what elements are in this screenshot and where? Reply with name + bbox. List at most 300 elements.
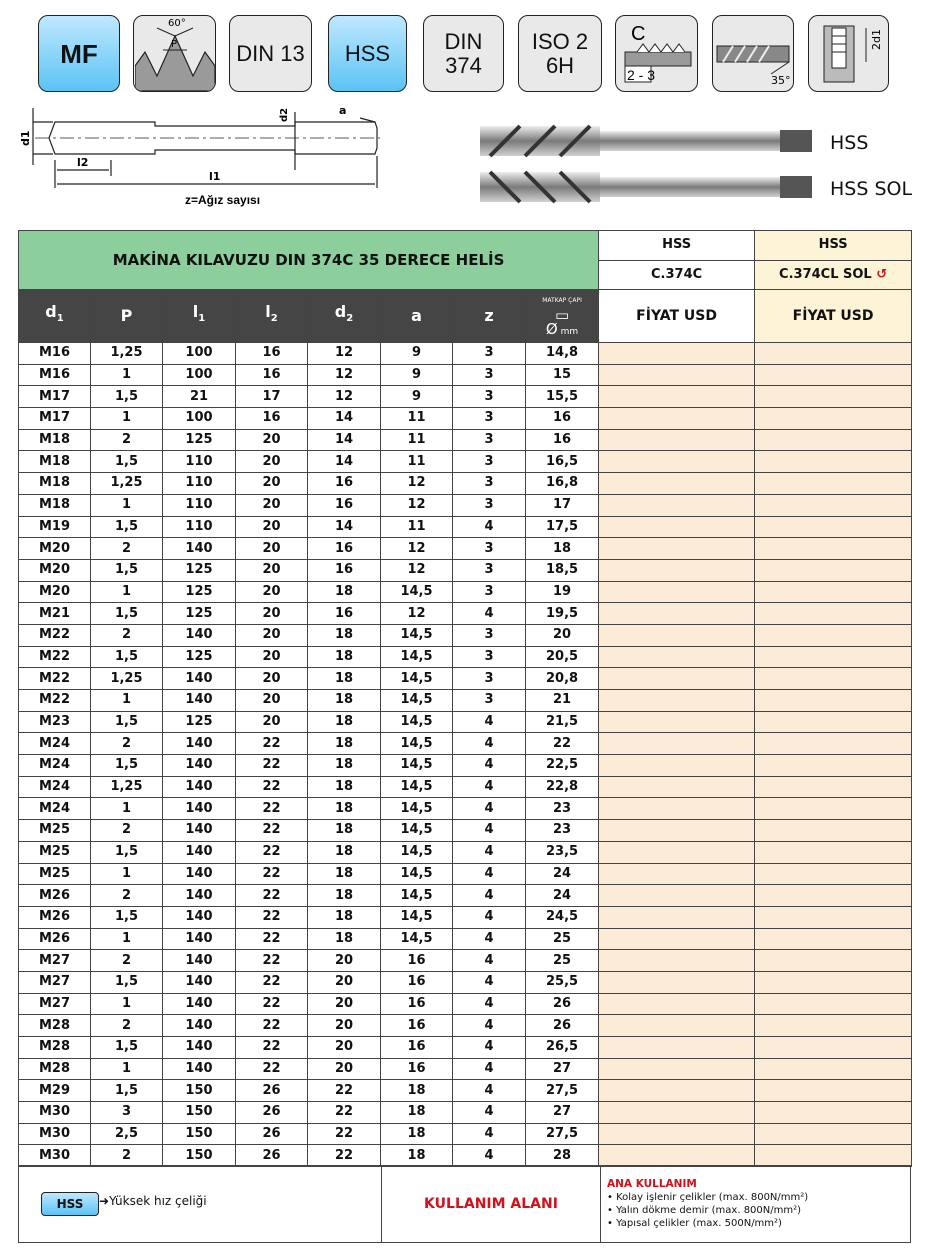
- price-cell[interactable]: [599, 516, 755, 538]
- table-cell: M24: [19, 798, 91, 820]
- table-cell: M30: [19, 1123, 91, 1145]
- table-cell: 1: [91, 1058, 163, 1080]
- table-cell: 15: [526, 364, 599, 386]
- table-cell: 1: [91, 494, 163, 516]
- table-cell: 14: [308, 429, 381, 451]
- table-row: [19, 798, 912, 820]
- price-cell[interactable]: [755, 386, 912, 408]
- table-cell: M18: [19, 473, 91, 495]
- hss-sol-tool-label: HSS SOL: [830, 178, 913, 200]
- table-cell: M27: [19, 971, 91, 993]
- table-cell: 16: [526, 408, 599, 430]
- table-row: [19, 343, 912, 365]
- table-cell: 14,5: [381, 733, 453, 755]
- price-cell[interactable]: [755, 624, 912, 646]
- table-cell: 26: [236, 1102, 308, 1124]
- table-cell: 2: [91, 820, 163, 842]
- table-cell: M21: [19, 603, 91, 625]
- chamfer-range: 2 - 3: [626, 67, 655, 83]
- price-cell[interactable]: [599, 863, 755, 885]
- col-d1: $d_1$: [19, 290, 91, 343]
- table-cell: 20: [236, 581, 308, 603]
- table-cell: 140: [163, 971, 236, 993]
- table-cell: 2: [91, 624, 163, 646]
- price-cell[interactable]: [599, 451, 755, 473]
- table-cell: 1: [91, 798, 163, 820]
- table-row: [19, 386, 912, 408]
- price-cell[interactable]: [599, 1102, 755, 1124]
- table-cell: 3: [453, 538, 526, 560]
- table-cell: 150: [163, 1123, 236, 1145]
- hss-badge-label: HSS: [344, 40, 391, 66]
- table-cell: M24: [19, 776, 91, 798]
- price-cell[interactable]: [599, 841, 755, 863]
- price-cell[interactable]: [755, 690, 912, 712]
- table-cell: 14: [308, 451, 381, 473]
- table-cell: 22: [308, 1123, 381, 1145]
- table-cell: 25: [526, 950, 599, 972]
- price-cell[interactable]: [755, 841, 912, 863]
- table-row: [19, 538, 912, 560]
- price-cell[interactable]: [755, 993, 912, 1015]
- table-cell: 140: [163, 1058, 236, 1080]
- table-cell: M30: [19, 1145, 91, 1167]
- table-cell: 3: [453, 581, 526, 603]
- price-cell[interactable]: [755, 733, 912, 755]
- table-cell: 22: [236, 928, 308, 950]
- table-cell: 22: [236, 755, 308, 777]
- usage-area-label: KULLANIM ALANI: [382, 1166, 601, 1242]
- table-row: [19, 690, 912, 712]
- table-cell: 18: [308, 646, 381, 668]
- table-cell: 17: [526, 494, 599, 516]
- price-cell[interactable]: [755, 863, 912, 885]
- price-cell[interactable]: [599, 1080, 755, 1102]
- table-cell: 4: [453, 1102, 526, 1124]
- price-cell[interactable]: [755, 755, 912, 777]
- table-cell: 16: [236, 343, 308, 365]
- table-row: [19, 668, 912, 690]
- table-row: [19, 993, 912, 1015]
- col-drill: [526, 290, 599, 343]
- table-cell: 140: [163, 841, 236, 863]
- table-cell: 24,5: [526, 906, 599, 928]
- table-cell: M22: [19, 668, 91, 690]
- price-cell[interactable]: [755, 1037, 912, 1059]
- price-cell[interactable]: [755, 1102, 912, 1124]
- chamfer-letter: C: [630, 23, 645, 45]
- table-cell: 14,5: [381, 798, 453, 820]
- price-cell[interactable]: [755, 820, 912, 842]
- table-cell: 150: [163, 1145, 236, 1167]
- table-cell: 1,5: [91, 451, 163, 473]
- table-cell: 18: [308, 581, 381, 603]
- hss-legend-pill: HSS: [41, 1192, 99, 1216]
- table-cell: 125: [163, 711, 236, 733]
- table-cell: 20: [236, 451, 308, 473]
- table-cell: 140: [163, 928, 236, 950]
- table-cell: 12: [381, 473, 453, 495]
- price-cell[interactable]: [599, 603, 755, 625]
- table-cell: 22: [236, 798, 308, 820]
- price-cell[interactable]: [755, 646, 912, 668]
- table-cell: 26,5: [526, 1037, 599, 1059]
- price-cell[interactable]: [599, 624, 755, 646]
- table-cell: 4: [453, 906, 526, 928]
- table-cell: 1,25: [91, 668, 163, 690]
- price-cell[interactable]: [755, 798, 912, 820]
- table-cell: 3: [453, 451, 526, 473]
- group-hss-sol: HSS: [755, 231, 912, 261]
- table-cell: 1,25: [91, 776, 163, 798]
- table-cell: 26: [526, 993, 599, 1015]
- code-374cl-sol: [755, 260, 912, 290]
- use-item: • Yalın dökme demir (max. 800N/mm²): [607, 1205, 802, 1216]
- price-cell[interactable]: [599, 885, 755, 907]
- thread-profile-badge: [133, 15, 216, 92]
- table-cell: 20: [236, 603, 308, 625]
- price-cell[interactable]: [755, 1080, 912, 1102]
- pitch-text: P: [170, 39, 177, 50]
- table-cell: 140: [163, 863, 236, 885]
- table-row: [19, 473, 912, 495]
- table-cell: 2: [91, 538, 163, 560]
- price-cell[interactable]: [599, 408, 755, 430]
- table-cell: 22: [236, 733, 308, 755]
- price-cell[interactable]: [755, 885, 912, 907]
- table-cell: 3: [453, 473, 526, 495]
- table-cell: 1,5: [91, 646, 163, 668]
- table-cell: 1: [91, 581, 163, 603]
- table-cell: 20: [308, 971, 381, 993]
- table-cell: 3: [453, 364, 526, 386]
- price-cell[interactable]: [755, 516, 912, 538]
- table-cell: 22,8: [526, 776, 599, 798]
- table-cell: 3: [453, 386, 526, 408]
- price-cell[interactable]: [755, 776, 912, 798]
- table-cell: 14,5: [381, 668, 453, 690]
- price-cell[interactable]: [755, 971, 912, 993]
- use-item: • Kolay işlenir çelikler (max. 800N/mm²): [607, 1192, 809, 1203]
- table-cell: 26: [236, 1080, 308, 1102]
- table-cell: 4: [453, 603, 526, 625]
- table-cell: 150: [163, 1102, 236, 1124]
- table-cell: 1,5: [91, 711, 163, 733]
- price-cell[interactable]: [599, 1123, 755, 1145]
- table-cell: 9: [381, 364, 453, 386]
- price-cell[interactable]: [599, 755, 755, 777]
- price-cell[interactable]: [599, 820, 755, 842]
- table-cell: 3: [453, 429, 526, 451]
- price-cell[interactable]: [599, 906, 755, 928]
- mf-badge: [38, 15, 120, 92]
- price-cell[interactable]: [755, 364, 912, 386]
- table-cell: M26: [19, 885, 91, 907]
- table-cell: 14,5: [381, 690, 453, 712]
- table-cell: 16: [381, 1037, 453, 1059]
- table-cell: 100: [163, 343, 236, 365]
- table-cell: 1: [91, 690, 163, 712]
- price-cell[interactable]: [599, 559, 755, 581]
- din374-line2: 374: [445, 52, 482, 78]
- table-cell: 18: [308, 798, 381, 820]
- table-cell: 2: [91, 1145, 163, 1167]
- price-cell[interactable]: [599, 798, 755, 820]
- table-cell: M27: [19, 950, 91, 972]
- price-cell[interactable]: [755, 451, 912, 473]
- table-cell: 4: [453, 1080, 526, 1102]
- left-hand-rotation-icon: ↺: [871, 266, 888, 282]
- table-cell: 12: [381, 603, 453, 625]
- price-cell[interactable]: [599, 343, 755, 365]
- table-cell: 1,5: [91, 516, 163, 538]
- table-cell: M29: [19, 1080, 91, 1102]
- price-cell[interactable]: [599, 668, 755, 690]
- price-cell[interactable]: [599, 429, 755, 451]
- price-cell[interactable]: [599, 646, 755, 668]
- table-cell: 4: [453, 1037, 526, 1059]
- table-cell: 20: [308, 1058, 381, 1080]
- table-cell: 3: [91, 1102, 163, 1124]
- table-cell: 20: [236, 646, 308, 668]
- table-cell: 4: [453, 820, 526, 842]
- table-cell: 1,5: [91, 906, 163, 928]
- table-cell: 18: [308, 624, 381, 646]
- table-cell: 14,5: [381, 928, 453, 950]
- table-cell: 2: [91, 950, 163, 972]
- table-cell: 1: [91, 863, 163, 885]
- price-cell[interactable]: [755, 1145, 912, 1167]
- table-cell: 25: [526, 928, 599, 950]
- table-row: [19, 1080, 912, 1102]
- table-cell: 1,5: [91, 1037, 163, 1059]
- table-cell: 16: [308, 559, 381, 581]
- table-cell: 2: [91, 733, 163, 755]
- table-cell: 16: [308, 494, 381, 516]
- col-l1: $l_1$: [163, 290, 236, 343]
- table-cell: 9: [381, 343, 453, 365]
- table-cell: 3: [453, 646, 526, 668]
- price-cell[interactable]: [755, 906, 912, 928]
- price-cell[interactable]: [755, 581, 912, 603]
- table-cell: M28: [19, 1015, 91, 1037]
- table-cell: M24: [19, 755, 91, 777]
- table-cell: 18: [381, 1145, 453, 1167]
- price-cell[interactable]: [755, 559, 912, 581]
- table-row: [19, 1102, 912, 1124]
- price-cell[interactable]: [599, 386, 755, 408]
- table-cell: 18: [308, 668, 381, 690]
- table-cell: 100: [163, 408, 236, 430]
- table-cell: 12: [381, 538, 453, 560]
- table-cell: M28: [19, 1058, 91, 1080]
- table-cell: 14,5: [381, 841, 453, 863]
- table-row: [19, 863, 912, 885]
- table-row: [19, 1123, 912, 1145]
- table-cell: 9: [381, 386, 453, 408]
- col-z: z: [453, 290, 526, 343]
- table-cell: 14,5: [381, 755, 453, 777]
- table-cell: M18: [19, 429, 91, 451]
- table-cell: M25: [19, 820, 91, 842]
- table-cell: 20: [236, 711, 308, 733]
- price-cell[interactable]: [599, 538, 755, 560]
- table-cell: 12: [381, 559, 453, 581]
- table-cell: 18: [381, 1102, 453, 1124]
- price-cell[interactable]: [599, 1058, 755, 1080]
- table-row: [19, 841, 912, 863]
- price-cell[interactable]: [755, 668, 912, 690]
- price-cell[interactable]: [599, 364, 755, 386]
- price-cell[interactable]: [755, 950, 912, 972]
- table-cell: 140: [163, 885, 236, 907]
- table-cell: 2: [91, 885, 163, 907]
- din13-label: DIN 13: [236, 40, 305, 66]
- table-cell: 22: [308, 1080, 381, 1102]
- price-cell[interactable]: [755, 1123, 912, 1145]
- table-cell: 4: [453, 950, 526, 972]
- table-cell: 140: [163, 624, 236, 646]
- table-cell: 26: [236, 1145, 308, 1167]
- price-cell[interactable]: [599, 928, 755, 950]
- table-cell: 14,5: [381, 863, 453, 885]
- table-row: [19, 451, 912, 473]
- price-cell[interactable]: [755, 494, 912, 516]
- price-cell[interactable]: [599, 473, 755, 495]
- table-cell: 4: [453, 1015, 526, 1037]
- spiral-flute-icon: [713, 16, 793, 91]
- price-cell[interactable]: [599, 1037, 755, 1059]
- iso-badge: [518, 15, 602, 92]
- table-cell: 22: [236, 1015, 308, 1037]
- chamfer-badge: [615, 15, 698, 92]
- price-cell[interactable]: [599, 494, 755, 516]
- table-cell: M25: [19, 863, 91, 885]
- table-cell: 140: [163, 993, 236, 1015]
- chamfer-icon: [617, 16, 697, 91]
- table-cell: 16,8: [526, 473, 599, 495]
- table-cell: 11: [381, 429, 453, 451]
- table-body: [19, 343, 912, 1167]
- price-cell[interactable]: [599, 690, 755, 712]
- table-row: [19, 885, 912, 907]
- table-cell: M26: [19, 906, 91, 928]
- table-cell: 14,5: [381, 820, 453, 842]
- table-cell: 16: [308, 538, 381, 560]
- table-cell: 110: [163, 451, 236, 473]
- table-cell: 140: [163, 755, 236, 777]
- table-cell: 18,5: [526, 559, 599, 581]
- table-cell: 1: [91, 408, 163, 430]
- table-cell: 27: [526, 1058, 599, 1080]
- table-cell: M20: [19, 581, 91, 603]
- price-cell[interactable]: [599, 993, 755, 1015]
- table-row: [19, 906, 912, 928]
- table-cell: 4: [453, 841, 526, 863]
- mf-label: MF: [60, 38, 98, 69]
- price-cell[interactable]: [755, 429, 912, 451]
- table-cell: 4: [453, 733, 526, 755]
- price-cell[interactable]: [599, 950, 755, 972]
- price-cell[interactable]: [599, 733, 755, 755]
- price-cell[interactable]: [599, 776, 755, 798]
- table-cell: 14,5: [381, 646, 453, 668]
- table-cell: 3: [453, 668, 526, 690]
- table-cell: 16: [308, 603, 381, 625]
- table-cell: 18: [308, 690, 381, 712]
- table-cell: 22: [236, 971, 308, 993]
- price-cell[interactable]: [599, 971, 755, 993]
- table-cell: 27: [526, 1102, 599, 1124]
- table-row: [19, 1145, 912, 1167]
- table-cell: 26: [236, 1123, 308, 1145]
- table-row: [19, 928, 912, 950]
- table-row: [19, 559, 912, 581]
- table-cell: 140: [163, 733, 236, 755]
- table-cell: 14,5: [381, 711, 453, 733]
- table-cell: 17: [236, 386, 308, 408]
- price-cell[interactable]: [755, 603, 912, 625]
- table-cell: 140: [163, 776, 236, 798]
- price-cell[interactable]: [755, 343, 912, 365]
- table-cell: M22: [19, 624, 91, 646]
- table-cell: 14,5: [381, 776, 453, 798]
- use-item: • Yapısal çelikler (max. 500N/mm²): [607, 1218, 782, 1229]
- price-cell[interactable]: [755, 473, 912, 495]
- table-cell: 22: [526, 733, 599, 755]
- depth-label: 2d1: [869, 29, 883, 50]
- table-cell: 20,5: [526, 646, 599, 668]
- drill-unit: mm: [560, 326, 579, 337]
- thread-profile-icon: [135, 16, 215, 91]
- price-cell[interactable]: [755, 408, 912, 430]
- table-cell: 1,5: [91, 386, 163, 408]
- table-cell: M25: [19, 841, 91, 863]
- table-cell: 4: [453, 993, 526, 1015]
- din374-badge: [423, 15, 504, 92]
- table-cell: 12: [381, 494, 453, 516]
- table-cell: 22: [236, 906, 308, 928]
- table-cell: 21: [163, 386, 236, 408]
- price-cell[interactable]: [755, 928, 912, 950]
- table-cell: 3: [453, 559, 526, 581]
- table-cell: 19,5: [526, 603, 599, 625]
- price-cell[interactable]: [755, 1015, 912, 1037]
- table-cell: 2: [91, 1015, 163, 1037]
- table-cell: 125: [163, 559, 236, 581]
- table-cell: 3: [453, 690, 526, 712]
- footer: [18, 1165, 911, 1243]
- price-cell[interactable]: [755, 711, 912, 733]
- price-cell[interactable]: [755, 538, 912, 560]
- price-cell[interactable]: [599, 711, 755, 733]
- table-cell: 110: [163, 494, 236, 516]
- price-cell[interactable]: [599, 1015, 755, 1037]
- price-cell[interactable]: [599, 1145, 755, 1167]
- table-cell: M28: [19, 1037, 91, 1059]
- price-cell[interactable]: [599, 581, 755, 603]
- table-cell: 20: [236, 538, 308, 560]
- main-use-list: [601, 1166, 910, 1242]
- table-row: [19, 624, 912, 646]
- table-cell: 24: [526, 885, 599, 907]
- table-cell: 1,5: [91, 559, 163, 581]
- price-cell[interactable]: [755, 1058, 912, 1080]
- hss-badge: [328, 15, 407, 92]
- table-cell: 16: [381, 993, 453, 1015]
- table-cell: 22: [236, 841, 308, 863]
- table-row: [19, 950, 912, 972]
